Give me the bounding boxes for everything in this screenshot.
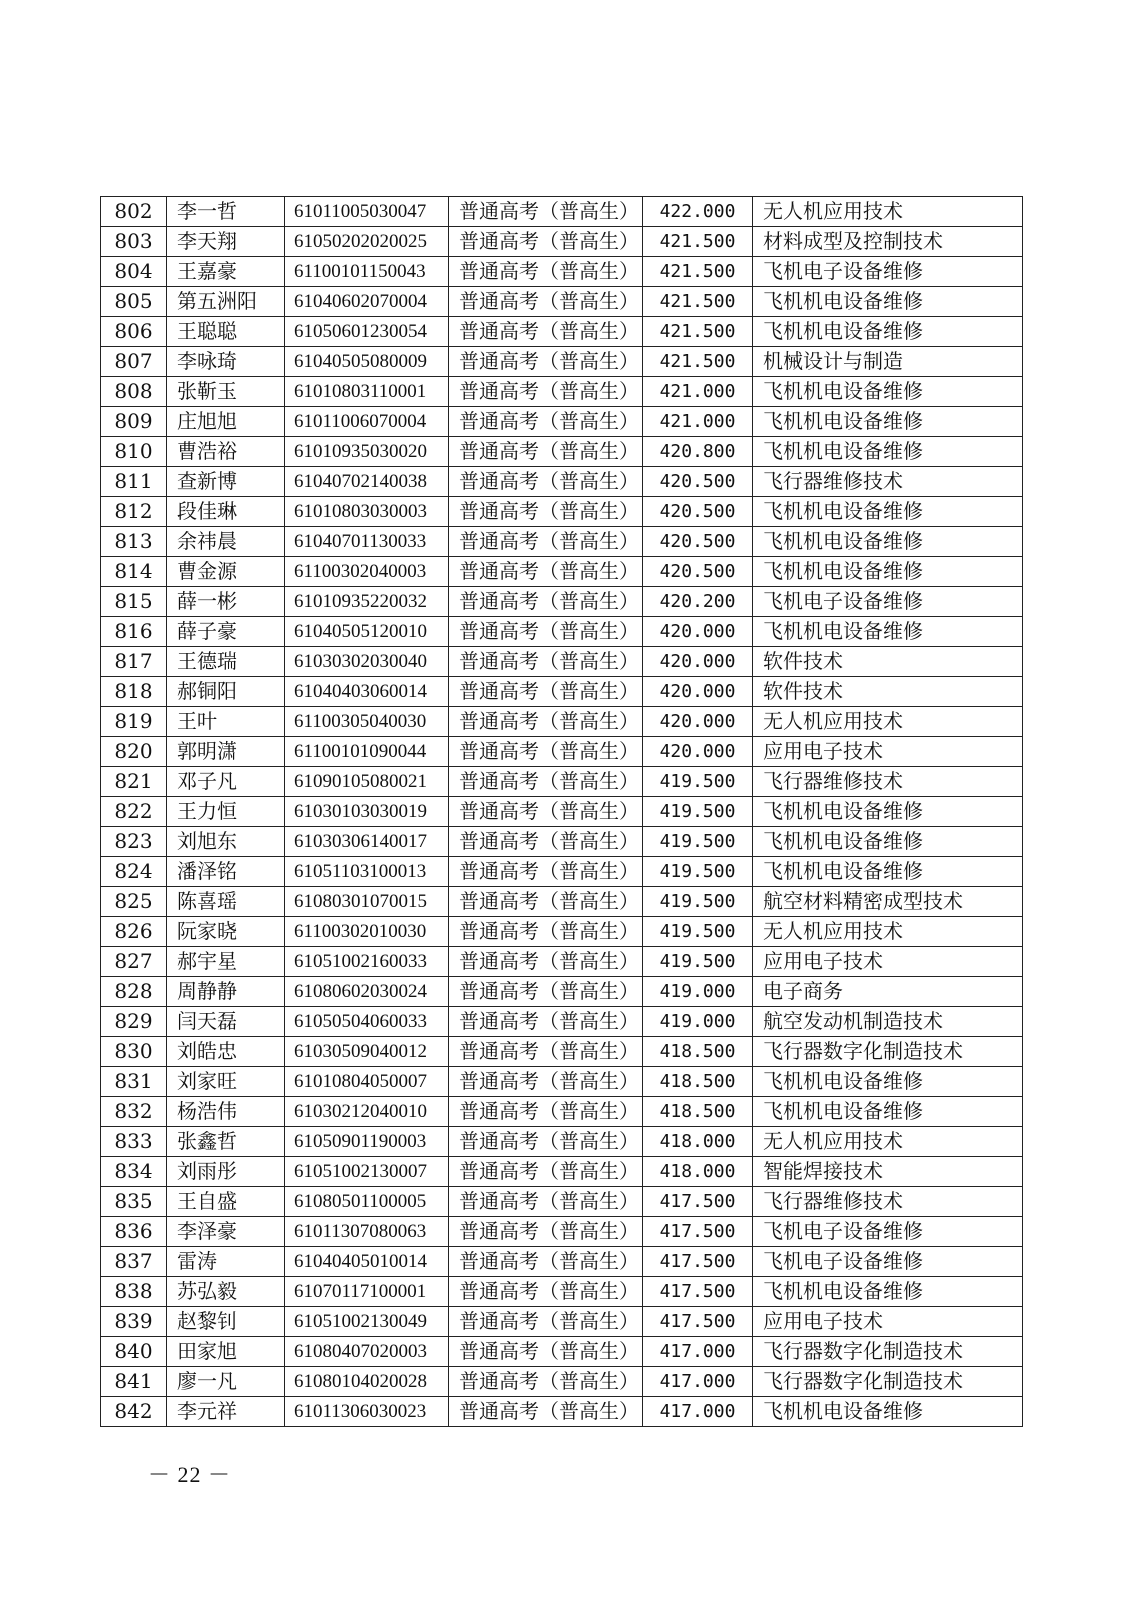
score-cell: 417.000	[643, 1337, 753, 1367]
score-cell: 420.000	[643, 617, 753, 647]
table-row	[101, 617, 1023, 647]
student-name-cell: 刘雨彤	[167, 1157, 285, 1187]
major-cell: 飞行器数字化制造技术	[753, 1367, 1023, 1397]
exam-id-cell: 61100101150043	[285, 257, 449, 287]
table-row	[101, 767, 1023, 797]
score-cell: 417.000	[643, 1397, 753, 1427]
admission-type-cell: 普通高考（普高生）	[449, 467, 643, 497]
exam-id-cell: 61040505080009	[285, 347, 449, 377]
score-cell: 418.500	[643, 1037, 753, 1067]
admission-type-cell: 普通高考（普高生）	[449, 287, 643, 317]
score-cell: 417.500	[643, 1277, 753, 1307]
student-name-cell: 廖一凡	[167, 1367, 285, 1397]
admission-type-cell: 普通高考（普高生）	[449, 917, 643, 947]
row-number-cell: 841	[101, 1367, 167, 1397]
major-cell: 电子商务	[753, 977, 1023, 1007]
admission-type-cell: 普通高考（普高生）	[449, 707, 643, 737]
score-cell: 420.500	[643, 557, 753, 587]
admission-type-cell: 普通高考（普高生）	[449, 377, 643, 407]
admission-type-cell: 普通高考（普高生）	[449, 947, 643, 977]
exam-id-cell: 61051002160033	[285, 947, 449, 977]
exam-id-cell: 61010935030020	[285, 437, 449, 467]
exam-id-cell: 61100302010030	[285, 917, 449, 947]
student-name-cell: 王嘉豪	[167, 257, 285, 287]
table-row	[101, 1307, 1023, 1337]
table-row	[101, 407, 1023, 437]
row-number-cell: 832	[101, 1097, 167, 1127]
exam-id-cell: 61030509040012	[285, 1037, 449, 1067]
score-cell: 420.000	[643, 647, 753, 677]
major-cell: 飞机机电设备维修	[753, 377, 1023, 407]
table-row	[101, 707, 1023, 737]
admission-type-cell: 普通高考（普高生）	[449, 317, 643, 347]
table-row	[101, 197, 1023, 227]
row-number-cell: 828	[101, 977, 167, 1007]
table-row	[101, 1337, 1023, 1367]
student-name-cell: 段佳琳	[167, 497, 285, 527]
row-number-cell: 836	[101, 1217, 167, 1247]
table-row	[101, 467, 1023, 497]
student-name-cell: 张靳玉	[167, 377, 285, 407]
score-cell: 420.000	[643, 707, 753, 737]
table-row	[101, 1007, 1023, 1037]
score-cell: 421.500	[643, 347, 753, 377]
row-number-cell: 817	[101, 647, 167, 677]
major-cell: 无人机应用技术	[753, 707, 1023, 737]
table-row	[101, 227, 1023, 257]
table-row	[101, 377, 1023, 407]
admission-type-cell: 普通高考（普高生）	[449, 1367, 643, 1397]
major-cell: 材料成型及控制技术	[753, 227, 1023, 257]
major-cell: 飞机机电设备维修	[753, 827, 1023, 857]
admission-type-cell: 普通高考（普高生）	[449, 857, 643, 887]
row-number-cell: 821	[101, 767, 167, 797]
admission-type-cell: 普通高考（普高生）	[449, 587, 643, 617]
score-cell: 421.500	[643, 317, 753, 347]
major-cell: 无人机应用技术	[753, 1127, 1023, 1157]
major-cell: 飞机电子设备维修	[753, 1247, 1023, 1277]
student-name-cell: 苏弘毅	[167, 1277, 285, 1307]
row-number-cell: 834	[101, 1157, 167, 1187]
exam-id-cell: 61051002130049	[285, 1307, 449, 1337]
score-cell: 417.500	[643, 1247, 753, 1277]
student-name-cell: 田家旭	[167, 1337, 285, 1367]
exam-id-cell: 61100101090044	[285, 737, 449, 767]
admission-type-cell: 普通高考（普高生）	[449, 887, 643, 917]
exam-id-cell: 61040701130033	[285, 527, 449, 557]
score-cell: 421.000	[643, 377, 753, 407]
exam-id-cell: 61080602030024	[285, 977, 449, 1007]
student-name-cell: 第五洲阳	[167, 287, 285, 317]
row-number-cell: 818	[101, 677, 167, 707]
table-row	[101, 497, 1023, 527]
major-cell: 飞机电子设备维修	[753, 587, 1023, 617]
exam-id-cell: 61010803110001	[285, 377, 449, 407]
admission-type-cell: 普通高考（普高生）	[449, 227, 643, 257]
student-name-cell: 陈喜瑶	[167, 887, 285, 917]
major-cell: 飞行器维修技术	[753, 467, 1023, 497]
exam-id-cell: 61011306030023	[285, 1397, 449, 1427]
table-row	[101, 1367, 1023, 1397]
score-cell: 421.500	[643, 287, 753, 317]
row-number-cell: 804	[101, 257, 167, 287]
major-cell: 飞机机电设备维修	[753, 857, 1023, 887]
exam-id-cell: 61051103100013	[285, 857, 449, 887]
row-number-cell: 833	[101, 1127, 167, 1157]
score-cell: 419.500	[643, 947, 753, 977]
student-name-cell: 曹金源	[167, 557, 285, 587]
score-cell: 419.000	[643, 1007, 753, 1037]
score-cell: 422.000	[643, 197, 753, 227]
score-cell: 420.200	[643, 587, 753, 617]
exam-id-cell: 61010804050007	[285, 1067, 449, 1097]
admission-type-cell: 普通高考（普高生）	[449, 527, 643, 557]
admission-type-cell: 普通高考（普高生）	[449, 1067, 643, 1097]
major-cell: 飞机机电设备维修	[753, 287, 1023, 317]
score-cell: 420.000	[643, 737, 753, 767]
admission-type-cell: 普通高考（普高生）	[449, 797, 643, 827]
admission-type-cell: 普通高考（普高生）	[449, 557, 643, 587]
major-cell: 机械设计与制造	[753, 347, 1023, 377]
major-cell: 飞行器维修技术	[753, 1187, 1023, 1217]
student-name-cell: 王叶	[167, 707, 285, 737]
student-name-cell: 刘皓忠	[167, 1037, 285, 1067]
score-cell: 418.500	[643, 1097, 753, 1127]
major-cell: 飞机电子设备维修	[753, 257, 1023, 287]
score-cell: 417.000	[643, 1367, 753, 1397]
table-row	[101, 1097, 1023, 1127]
row-number-cell: 809	[101, 407, 167, 437]
score-cell: 421.500	[643, 257, 753, 287]
row-number-cell: 815	[101, 587, 167, 617]
table-row	[101, 527, 1023, 557]
admission-type-cell: 普通高考（普高生）	[449, 1277, 643, 1307]
row-number-cell: 822	[101, 797, 167, 827]
score-cell: 419.500	[643, 827, 753, 857]
student-name-cell: 郭明潇	[167, 737, 285, 767]
student-name-cell: 闫天磊	[167, 1007, 285, 1037]
row-number-cell: 811	[101, 467, 167, 497]
table-row	[101, 1217, 1023, 1247]
student-name-cell: 杨浩伟	[167, 1097, 285, 1127]
table-row	[101, 647, 1023, 677]
major-cell: 飞行器数字化制造技术	[753, 1037, 1023, 1067]
score-cell: 418.500	[643, 1067, 753, 1097]
exam-id-cell: 61011307080063	[285, 1217, 449, 1247]
major-cell: 飞机机电设备维修	[753, 407, 1023, 437]
table-body	[101, 197, 1023, 1427]
score-cell: 418.000	[643, 1157, 753, 1187]
table-row	[101, 317, 1023, 347]
major-cell: 航空发动机制造技术	[753, 1007, 1023, 1037]
admission-type-cell: 普通高考（普高生）	[449, 1337, 643, 1367]
exam-id-cell: 61080407020003	[285, 1337, 449, 1367]
admission-type-cell: 普通高考（普高生）	[449, 1247, 643, 1277]
table-row	[101, 1127, 1023, 1157]
student-name-cell: 王自盛	[167, 1187, 285, 1217]
table-row	[101, 797, 1023, 827]
admission-type-cell: 普通高考（普高生）	[449, 1217, 643, 1247]
table-row	[101, 977, 1023, 1007]
student-name-cell: 王力恒	[167, 797, 285, 827]
major-cell: 飞机机电设备维修	[753, 437, 1023, 467]
exam-id-cell: 61100302040003	[285, 557, 449, 587]
score-cell: 417.500	[643, 1187, 753, 1217]
row-number-cell: 810	[101, 437, 167, 467]
admission-list-table	[100, 196, 1023, 1427]
student-name-cell: 薛一彬	[167, 587, 285, 617]
major-cell: 飞机机电设备维修	[753, 797, 1023, 827]
row-number-cell: 838	[101, 1277, 167, 1307]
row-number-cell: 807	[101, 347, 167, 377]
page-number: － 22 －	[148, 1462, 232, 1487]
student-name-cell: 周静静	[167, 977, 285, 1007]
table-row	[101, 917, 1023, 947]
score-cell: 420.500	[643, 467, 753, 497]
score-cell: 421.500	[643, 227, 753, 257]
exam-id-cell: 61040702140038	[285, 467, 449, 497]
major-cell: 飞行器维修技术	[753, 767, 1023, 797]
major-cell: 飞机机电设备维修	[753, 1097, 1023, 1127]
row-number-cell: 824	[101, 857, 167, 887]
major-cell: 航空材料精密成型技术	[753, 887, 1023, 917]
table-row	[101, 827, 1023, 857]
row-number-cell: 829	[101, 1007, 167, 1037]
score-cell: 419.500	[643, 797, 753, 827]
major-cell: 飞行器数字化制造技术	[753, 1337, 1023, 1367]
exam-id-cell: 61030212040010	[285, 1097, 449, 1127]
admission-type-cell: 普通高考（普高生）	[449, 767, 643, 797]
major-cell: 智能焊接技术	[753, 1157, 1023, 1187]
table-row	[101, 887, 1023, 917]
score-cell: 420.500	[643, 527, 753, 557]
student-name-cell: 李元祥	[167, 1397, 285, 1427]
row-number-cell: 827	[101, 947, 167, 977]
student-name-cell: 郝宇星	[167, 947, 285, 977]
major-cell: 飞机机电设备维修	[753, 1397, 1023, 1427]
major-cell: 飞机机电设备维修	[753, 527, 1023, 557]
table-row	[101, 437, 1023, 467]
major-cell: 无人机应用技术	[753, 917, 1023, 947]
row-number-cell: 823	[101, 827, 167, 857]
table-row	[101, 677, 1023, 707]
student-name-cell: 刘家旺	[167, 1067, 285, 1097]
table-row	[101, 1397, 1023, 1427]
student-name-cell: 庄旭旭	[167, 407, 285, 437]
row-number-cell: 812	[101, 497, 167, 527]
admission-type-cell: 普通高考（普高生）	[449, 437, 643, 467]
admission-type-cell: 普通高考（普高生）	[449, 1097, 643, 1127]
row-number-cell: 816	[101, 617, 167, 647]
admission-type-cell: 普通高考（普高生）	[449, 647, 643, 677]
row-number-cell: 837	[101, 1247, 167, 1277]
row-number-cell: 813	[101, 527, 167, 557]
student-name-cell: 王聪聪	[167, 317, 285, 347]
admission-type-cell: 普通高考（普高生）	[449, 677, 643, 707]
major-cell: 飞机电子设备维修	[753, 1217, 1023, 1247]
score-cell: 419.500	[643, 887, 753, 917]
score-cell: 420.500	[643, 497, 753, 527]
student-name-cell: 李天翔	[167, 227, 285, 257]
admission-type-cell: 普通高考（普高生）	[449, 407, 643, 437]
row-number-cell: 842	[101, 1397, 167, 1427]
row-number-cell: 814	[101, 557, 167, 587]
student-name-cell: 王德瑞	[167, 647, 285, 677]
exam-id-cell: 61080501100005	[285, 1187, 449, 1217]
exam-id-cell: 61080104020028	[285, 1367, 449, 1397]
exam-id-cell: 61040403060014	[285, 677, 449, 707]
exam-id-cell: 61050901190003	[285, 1127, 449, 1157]
exam-id-cell: 61090105080021	[285, 767, 449, 797]
admission-type-cell: 普通高考（普高生）	[449, 497, 643, 527]
major-cell: 应用电子技术	[753, 947, 1023, 977]
major-cell: 软件技术	[753, 647, 1023, 677]
major-cell: 飞机机电设备维修	[753, 1067, 1023, 1097]
major-cell: 飞机机电设备维修	[753, 557, 1023, 587]
student-name-cell: 余祎晨	[167, 527, 285, 557]
score-cell: 419.000	[643, 977, 753, 1007]
admission-type-cell: 普通高考（普高生）	[449, 737, 643, 767]
admission-type-cell: 普通高考（普高生）	[449, 827, 643, 857]
exam-id-cell: 61011005030047	[285, 197, 449, 227]
table-row	[101, 1157, 1023, 1187]
major-cell: 飞机机电设备维修	[753, 1277, 1023, 1307]
major-cell: 应用电子技术	[753, 1307, 1023, 1337]
table-row	[101, 1187, 1023, 1217]
exam-id-cell: 61040602070004	[285, 287, 449, 317]
row-number-cell: 840	[101, 1337, 167, 1367]
admission-type-cell: 普通高考（普高生）	[449, 1157, 643, 1187]
score-cell: 417.500	[643, 1217, 753, 1247]
student-name-cell: 潘泽铭	[167, 857, 285, 887]
row-number-cell: 835	[101, 1187, 167, 1217]
exam-id-cell: 61030103030019	[285, 797, 449, 827]
student-name-cell: 郝铜阳	[167, 677, 285, 707]
admission-type-cell: 普通高考（普高生）	[449, 1187, 643, 1217]
exam-id-cell: 61010935220032	[285, 587, 449, 617]
score-cell: 418.000	[643, 1127, 753, 1157]
table-row	[101, 587, 1023, 617]
row-number-cell: 808	[101, 377, 167, 407]
table-row	[101, 737, 1023, 767]
admission-type-cell: 普通高考（普高生）	[449, 617, 643, 647]
student-name-cell: 曹浩裕	[167, 437, 285, 467]
student-name-cell: 雷涛	[167, 1247, 285, 1277]
exam-id-cell: 61050504060033	[285, 1007, 449, 1037]
score-cell: 419.500	[643, 857, 753, 887]
score-cell: 419.500	[643, 917, 753, 947]
table-row	[101, 1277, 1023, 1307]
student-name-cell: 张鑫哲	[167, 1127, 285, 1157]
exam-id-cell: 61011006070004	[285, 407, 449, 437]
table-row	[101, 557, 1023, 587]
admission-type-cell: 普通高考（普高生）	[449, 1397, 643, 1427]
exam-id-cell: 61070117100001	[285, 1277, 449, 1307]
score-cell: 420.000	[643, 677, 753, 707]
student-name-cell: 李咏琦	[167, 347, 285, 377]
score-cell: 419.500	[643, 767, 753, 797]
admission-type-cell: 普通高考（普高生）	[449, 1007, 643, 1037]
score-cell: 420.800	[643, 437, 753, 467]
major-cell: 飞机机电设备维修	[753, 617, 1023, 647]
student-name-cell: 赵黎钊	[167, 1307, 285, 1337]
admission-type-cell: 普通高考（普高生）	[449, 197, 643, 227]
table-row	[101, 1037, 1023, 1067]
row-number-cell: 805	[101, 287, 167, 317]
admission-type-cell: 普通高考（普高生）	[449, 1127, 643, 1157]
exam-id-cell: 61050601230054	[285, 317, 449, 347]
admission-type-cell: 普通高考（普高生）	[449, 977, 643, 1007]
exam-id-cell: 61080301070015	[285, 887, 449, 917]
admission-type-cell: 普通高考（普高生）	[449, 347, 643, 377]
major-cell: 软件技术	[753, 677, 1023, 707]
row-number-cell: 825	[101, 887, 167, 917]
row-number-cell: 826	[101, 917, 167, 947]
exam-id-cell: 61030306140017	[285, 827, 449, 857]
major-cell: 飞机机电设备维修	[753, 317, 1023, 347]
row-number-cell: 820	[101, 737, 167, 767]
table-row	[101, 1067, 1023, 1097]
exam-id-cell: 61040505120010	[285, 617, 449, 647]
row-number-cell: 802	[101, 197, 167, 227]
exam-id-cell: 61040405010014	[285, 1247, 449, 1277]
student-name-cell: 李泽豪	[167, 1217, 285, 1247]
student-name-cell: 查新博	[167, 467, 285, 497]
exam-id-cell: 61030302030040	[285, 647, 449, 677]
table-row	[101, 257, 1023, 287]
row-number-cell: 803	[101, 227, 167, 257]
row-number-cell: 830	[101, 1037, 167, 1067]
score-cell: 421.000	[643, 407, 753, 437]
table-row	[101, 347, 1023, 377]
student-name-cell: 刘旭东	[167, 827, 285, 857]
row-number-cell: 819	[101, 707, 167, 737]
student-name-cell: 阮家晓	[167, 917, 285, 947]
major-cell: 无人机应用技术	[753, 197, 1023, 227]
admission-type-cell: 普通高考（普高生）	[449, 257, 643, 287]
table-row	[101, 287, 1023, 317]
admission-type-cell: 普通高考（普高生）	[449, 1037, 643, 1067]
exam-id-cell: 61050202020025	[285, 227, 449, 257]
row-number-cell: 839	[101, 1307, 167, 1337]
student-name-cell: 薛子豪	[167, 617, 285, 647]
student-name-cell: 邓子凡	[167, 767, 285, 797]
table-row	[101, 947, 1023, 977]
exam-id-cell: 61010803030003	[285, 497, 449, 527]
admission-type-cell: 普通高考（普高生）	[449, 1307, 643, 1337]
score-cell: 417.500	[643, 1307, 753, 1337]
row-number-cell: 806	[101, 317, 167, 347]
major-cell: 应用电子技术	[753, 737, 1023, 767]
table-row	[101, 1247, 1023, 1277]
student-name-cell: 李一哲	[167, 197, 285, 227]
exam-id-cell: 61100305040030	[285, 707, 449, 737]
row-number-cell: 831	[101, 1067, 167, 1097]
major-cell: 飞机机电设备维修	[753, 497, 1023, 527]
table-row	[101, 857, 1023, 887]
exam-id-cell: 61051002130007	[285, 1157, 449, 1187]
